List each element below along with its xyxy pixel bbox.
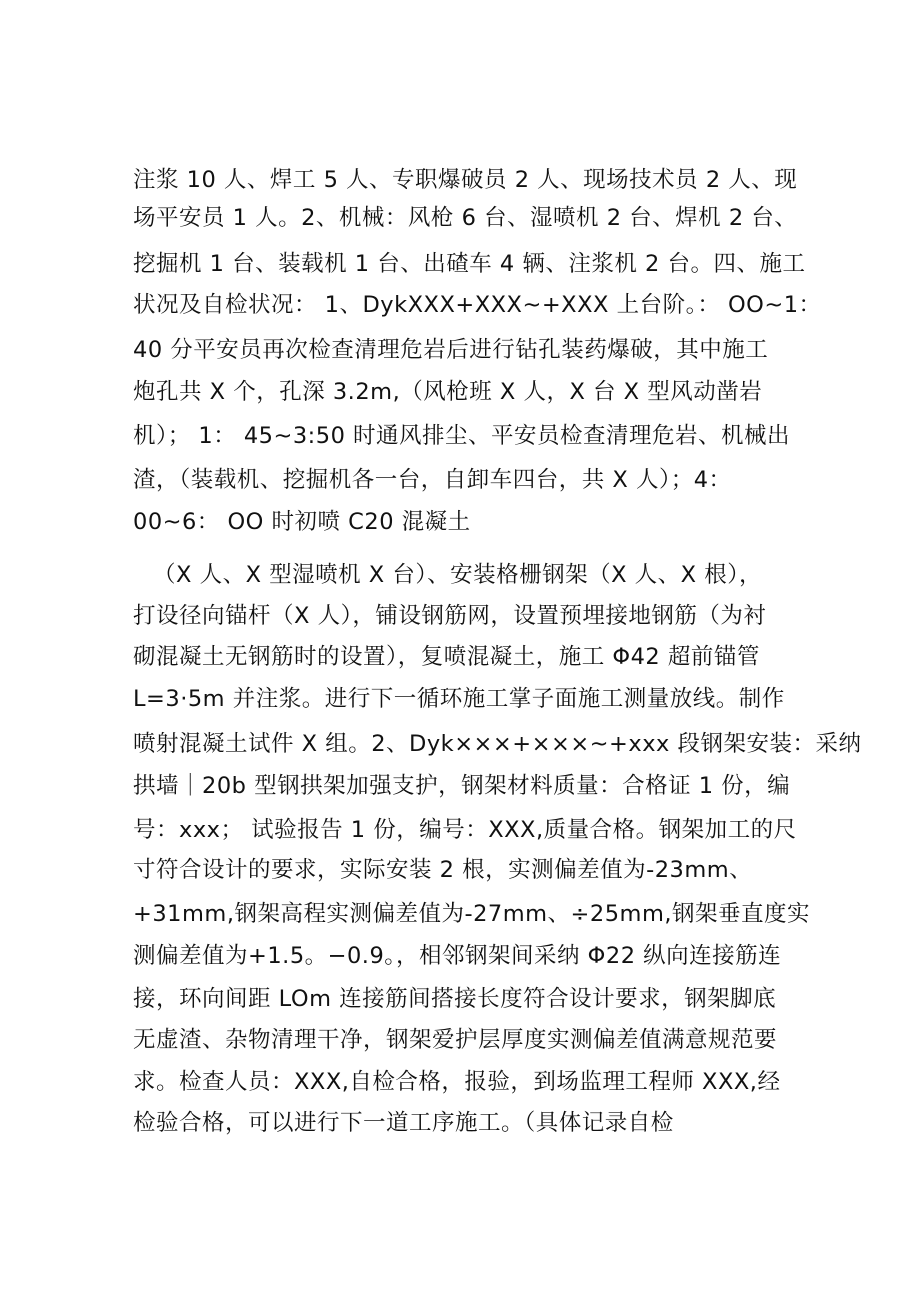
text-line: 渣，（装载机、挖掘机各一台，自卸车四台，共 X 人）；4： — [133, 467, 732, 493]
text-line: 喷射混凝土试件 X 组。2、Dyk×××+×××~+xxx 段钢架安装：采纳 — [133, 731, 862, 757]
text-line: 检验合格，可以进行下一道工序施工。（具体记录自检 — [133, 1110, 674, 1136]
text-line: 接，环向间距 LOm 连接筋间搭接长度符合设计要求，钢架脚底 — [133, 986, 777, 1012]
text-line: 00~6： OO 时初喷 C20 混凝土 — [133, 509, 471, 535]
text-line: 挖掘机 1 台、装载机 1 台、出碴车 4 辆、注浆机 2 台。四、施工 — [133, 251, 806, 277]
text-line: 号：xxx； 试验报告 1 份，编号：XXX,质量合格。钢架加工的尺 — [133, 817, 797, 843]
text-line: 打设径向锚杆（X 人），铺设钢筋网，设置预埋接地钢筋（为衬 — [133, 603, 767, 629]
text-line: 场平安员 1 人。2、机械：风枪 6 台、湿喷机 2 台、焊机 2 台、 — [133, 205, 798, 231]
text-line: 状况及自检状况： 1、DykXXX+XXX~+XXX 上台阶。： OO~1： — [133, 292, 822, 318]
text-line: 寸符合设计的要求，实际安装 2 根，实测偏差值为-23mm、 — [133, 857, 753, 883]
text-line: 注浆 10 人、焊工 5 人、专职爆破员 2 人、现场技术员 2 人、现 — [133, 167, 798, 193]
text-line: （X 人、X 型湿喷机 X 台）、安装格栅钢架（X 人、X 根）， — [153, 562, 762, 588]
text-line: 炮孔共 X 个，孔深 3.2m,（风枪班 X 人，X 台 X 型风动凿岩 — [133, 379, 763, 405]
text-line: 砌混凝土无钢筋时的设置），复喷混凝土，施工 Φ42 超前锚管 — [133, 644, 760, 670]
text-line: 机）； 1： 45~3:50 时通风排尘、平安员检查清理危岩、机械出 — [133, 423, 791, 449]
text-line: +31mm,钢架高程实测偏差值为-27mm、÷25mm,钢架垂直度实 — [133, 901, 811, 927]
text-line: 无虚渣、杂物清理干净，钢架爱护层厚度实测偏差值满意规范要 — [133, 1027, 778, 1053]
text-line: 40 分平安员再次检查清理危岩后进行钻孔装药爆破，其中施工 — [133, 337, 769, 363]
text-line: 拱墙｜20b 型钢拱架加强支护，钢架材料质量：合格证 1 份，编 — [133, 773, 791, 799]
text-line: L=3·5m 并注浆。进行下一循环施工掌子面施工测量放线。制作 — [133, 686, 785, 712]
text-line: 测偏差值为+1.5。−0.9。，相邻钢架间采纳 Φ22 纵向连接筋连 — [133, 943, 782, 969]
text-line: 求。检查人员：XXX,自检合格，报验，到场监理工程师 XXX,经 — [133, 1069, 781, 1095]
